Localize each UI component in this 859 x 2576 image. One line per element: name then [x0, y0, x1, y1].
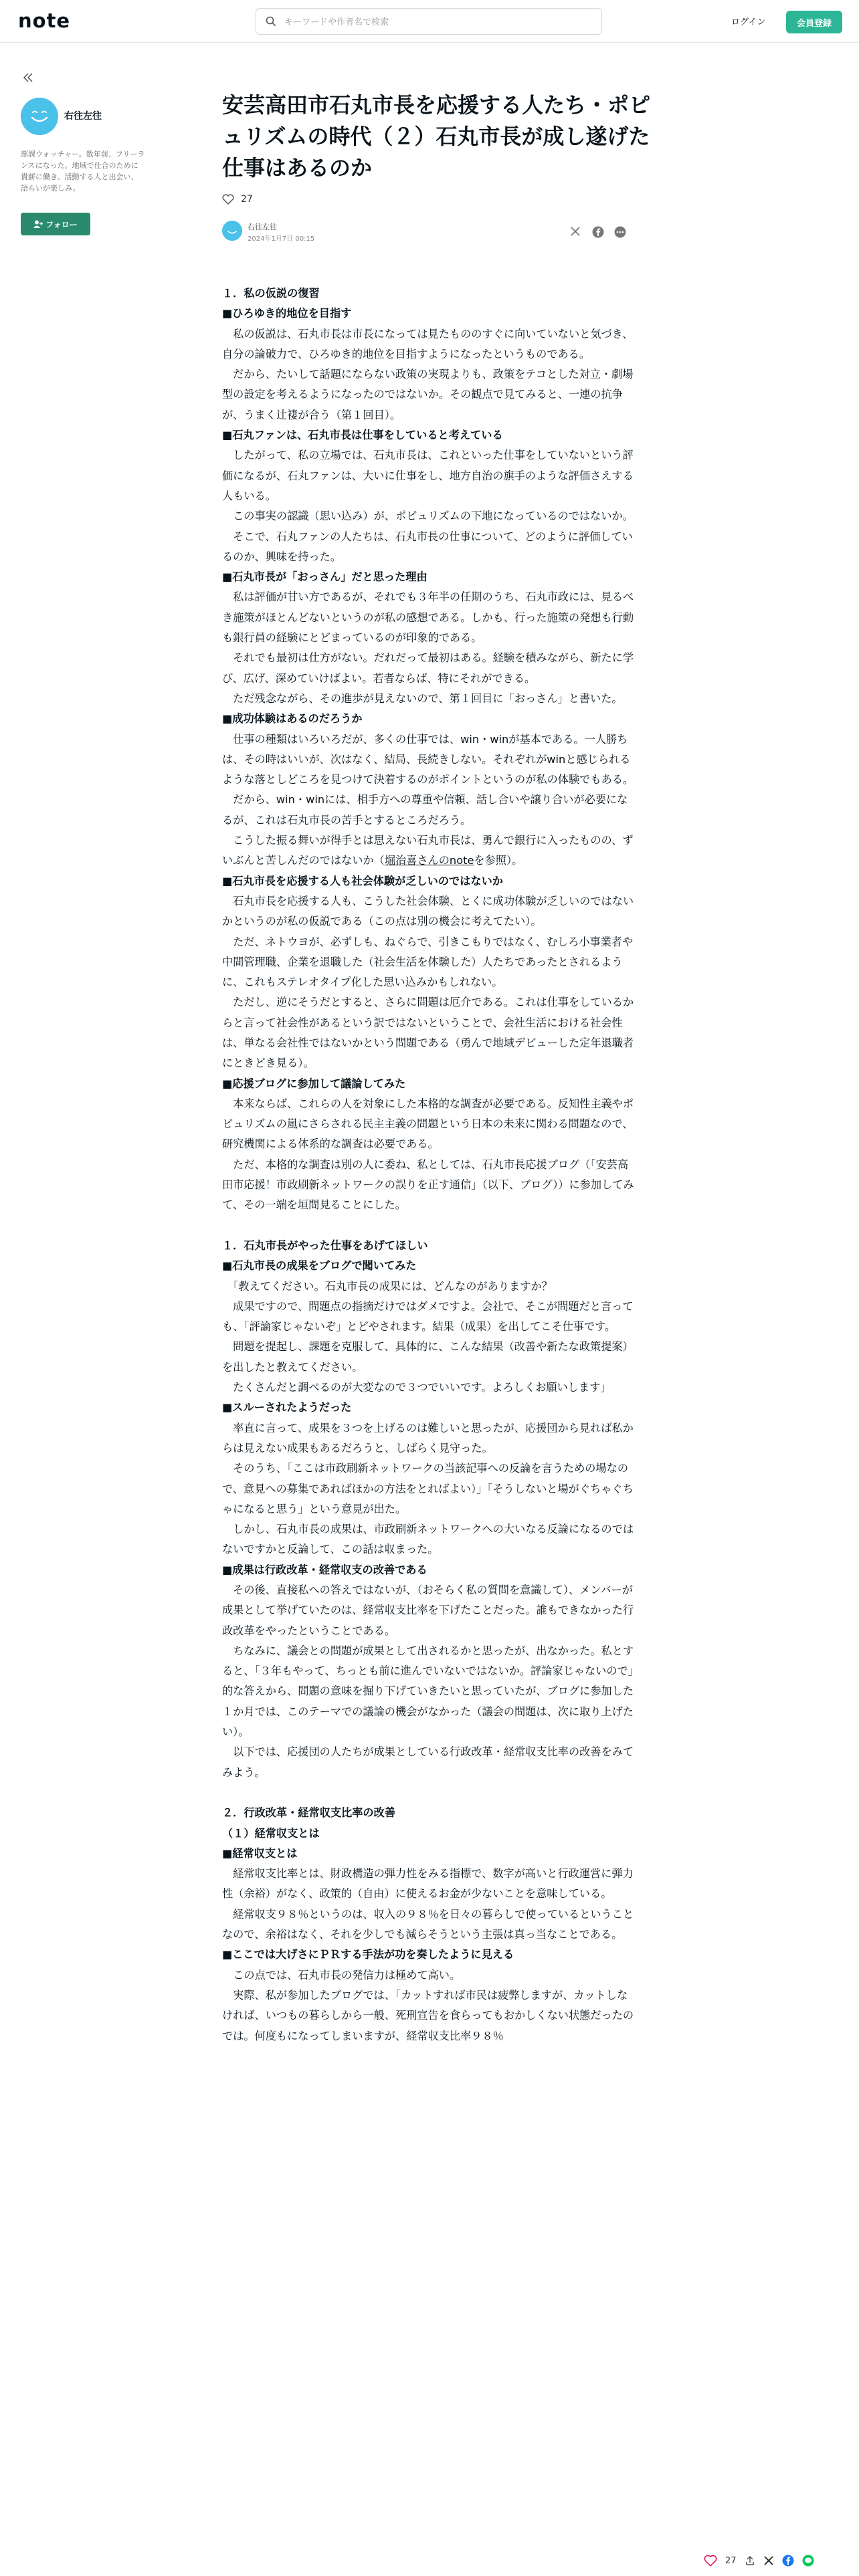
- article-title: 安芸高田市石丸市長を応援する人たち・ポピュリズムの時代（２）石丸市長が成し遂げた仕事はあるのか: [222, 92, 651, 181]
- body-paragraph: 率直に言って、成果を３つを上げるのは難しいと思ったが、応援団から見れば私からは見えない成果もあるだろうと、しばらく見守った。: [222, 1421, 634, 1455]
- follow-label: フォロー: [45, 219, 78, 229]
- bottom-like-count: 27: [725, 2555, 737, 2566]
- login-link[interactable]: ログイン: [731, 17, 766, 27]
- body-paragraph: 本来ならば、これらの人を対象にした本格的な調査が必要である。反知性主義やポピュリズムの嵐にさらされる民主主義の問題という日本の未来に関わる問題なので、研究機関による体系的な調査は必要である。: [222, 1097, 634, 1151]
- like-count: 27: [241, 194, 253, 205]
- body-paragraph: たくさんだと調べるのが大変なので３つでいいです。よろしくお願いします」: [222, 1381, 611, 1394]
- body-paragraph: 問題を提起し、課題を克服して、具体的に、こんな結果（改善や新たな政策提案）を出したと教えてください。: [222, 1340, 634, 1374]
- x-share-icon[interactable]: [570, 226, 581, 239]
- body-paragraph: それでも最初は仕方がない。だれだって最初はある。経験を積みながら、新たに学び、広げ、深めていけばよい。若者ならば、特にそれができる。: [222, 651, 634, 685]
- search-box[interactable]: [256, 8, 602, 35]
- section-heading: （１）経常収支とは: [222, 1826, 320, 1840]
- heart-icon[interactable]: [704, 2555, 717, 2567]
- section-heading: ■ここでは大げさにＰＲする手法が功を奏したように見える: [222, 1948, 514, 1961]
- section-heading: １．私の仮説の復習: [222, 287, 320, 300]
- meta-author-name[interactable]: 右往左往: [248, 223, 277, 231]
- more-share-icon[interactable]: [614, 226, 626, 241]
- body-paragraph: ちなみに、議会との問題が成果として出されるかと思ったが、出なかった。私とすると、「３年もやって、ちっとも前に進んでいないではないか。評論家じゃないので」的な答えから、問題の意味を掘り下げていきたいと思っていたが、ブログに参加した１か月では、このテーマでの議論の機会がなかった（議会の問題は、次に取り上げたい）。: [222, 1644, 634, 1739]
- section-heading: ■石丸市長を応援する人も社会体験が乏しいのではないか: [222, 874, 503, 887]
- search-input[interactable]: [283, 13, 593, 31]
- section-heading: ■石丸ファンは、石丸市長は仕事をしていると考えている: [222, 429, 503, 442]
- section-heading: ■ひろゆき的地位を目指す: [222, 307, 352, 320]
- bottom-action-bar: [704, 2555, 814, 2567]
- signup-button[interactable]: 会員登録: [786, 11, 842, 33]
- line-icon[interactable]: [802, 2555, 814, 2567]
- person-add-icon: [33, 220, 43, 228]
- share-icon[interactable]: [745, 2555, 755, 2566]
- paragraph-text: こうした振る舞いが得手とは思えない石丸市長は、勇んで銀行に入ったものの、ずいぶんと苦しんだのではないか（: [222, 834, 634, 867]
- body-paragraph: 成果ですので、問題点の指摘だけではダメですよ。会社で、そこが問題だと言っても、「評論家じゃないぞ」とどやされます。結果（成果）を出してこそ仕事です。: [222, 1299, 634, 1333]
- section-heading: ２．行政改革・経常収支比率の改善: [222, 1806, 395, 1820]
- meta-author-avatar[interactable]: [222, 221, 242, 241]
- sidebar-author-name[interactable]: 右往左往: [64, 111, 102, 122]
- site-header: [0, 0, 859, 43]
- body-paragraph: 以下では、応援団の人たちが成果としている行政改革・経常収支比率の改善をみてみよう。: [222, 1745, 634, 1779]
- body-paragraph: しかし、石丸市長の成果は、市政刷新ネットワークへの大いなる反論になるのではないですかと反論して、この話は収まった。: [222, 1523, 634, 1556]
- body-paragraph: だから、たいして話題にならない政策の実現よりも、政策をテコとした対立・劇場型の設定を考えるようになったのではないか。その観点で見てみると、一連の抗争が、うまく辻褄が合う（第１回目）。: [222, 368, 634, 421]
- body-paragraph: 「教えてください。石丸市長の成果には、どんなのがありますか？: [222, 1279, 553, 1293]
- body-paragraph: したがって、私の立場では、石丸市長は、これといった仕事をしていないという評価になるが、石丸ファンは、大いに仕事をし、地方自治の旗手のような評価さえする人もいる。: [222, 449, 634, 502]
- facebook-share-icon[interactable]: [592, 226, 604, 241]
- body-paragraph: 私は評価が甘い方であるが、それでも３年半の任期のうち、石丸市政には、見るべき施策がほとんどないというのが私の感想である。しかも、行った施策の発想も行動も銀行員の経験にとどまっているのが印象的である。: [222, 591, 634, 645]
- collapse-sidebar-icon[interactable]: [23, 72, 33, 85]
- inline-link[interactable]: 堀治喜さんのnote: [384, 854, 474, 867]
- body-paragraph: 仕事の種類はいろいろだが、多くの仕事では、win・winが基本である。一人勝ちは、その時はいいが、次はなく、結局、長続きしない。それぞれがwinと感じられるような落としどころを見つけて決着するのがポイントというのが私の体験でもある。: [222, 732, 634, 786]
- section-heading: ■スルーされたようだった: [222, 1401, 352, 1414]
- publish-date: 2024年1月7日 00:15: [248, 235, 315, 243]
- follow-button[interactable]: [21, 213, 90, 235]
- body-paragraph: 私の仮説は、石丸市長は市長になっては見たもののすぐに向いていないと気づき、自分の論破力で、ひろゆき的地位を目指すようになったというものである。: [222, 327, 634, 360]
- body-paragraph: この点では、石丸市長の発信力は極めて高い。: [222, 1968, 461, 1981]
- note-logo[interactable]: note: [18, 9, 71, 32]
- paragraph-spacer: [222, 1783, 637, 1803]
- body-paragraph: この事実の認識（思い込み）が、ポピュリズムの下地になっているのではないか。: [222, 510, 634, 523]
- body-paragraph: ただ、本格的な調査は別の人に委ね、私としては、石丸市長応援ブログ（「安芸高田市応援！市政刷新ネットワークの誤りを正す通信」（以下、ブログ））に参加してみて、その一端を垣間見ることにした。: [222, 1158, 634, 1212]
- article-body: [222, 284, 637, 2046]
- author-avatar[interactable]: [21, 98, 58, 135]
- x-icon[interactable]: [763, 2555, 774, 2566]
- search-icon: [266, 16, 276, 27]
- body-paragraph: ただ残念ながら、その進歩が見えないので、第１回目に「おっさん」と書いた。: [222, 691, 623, 705]
- body-paragraph: 経常収支９８％というのは、収入の９８％を日々の暮らしで使っているということなので、余裕はなく、それを少しでも減らそうという主張は真っ当なことである。: [222, 1907, 634, 1941]
- body-paragraph: そこで、石丸ファンの人たちは、石丸市長の仕事について、どのように評価しているのか、興味を持った。: [222, 530, 633, 563]
- body-paragraph: ただ、ネトウヨが、必ずしも、ねぐらで、引きこもりではなく、むしろ小事業者や中間管理職、企業を退職した（社会生活を体験した）人たちであったとされるように、これもステレオタイプ化した思い込みかもしれない。: [222, 935, 634, 989]
- like-area: [222, 194, 253, 205]
- paragraph-spacer: [222, 1216, 637, 1236]
- section-heading: １．石丸市長がやった仕事をあげてほしい: [222, 1239, 428, 1252]
- section-heading: ■成功体験はあるのだろうか: [222, 712, 363, 726]
- body-paragraph: その後、直接私への答えではないが、（おそらく私の質問を意識して）、メンバーが成果として挙げていたのは、経常収支比率を下げたことだった。誰もできなかった行政改革をやったということである。: [222, 1584, 634, 1637]
- body-paragraph: 実際、私が参加したブログでは、「カットすれば市民は疲弊しますが、カットしなければ、いつもの暮らしから一般、死刑宣告を食らってもおかしくない状態だったのでは。何度もになってしまいますが、経常収支比率９８％: [222, 1988, 634, 2042]
- section-heading: ■石丸市長が「おっさん」だと思った理由: [222, 570, 427, 584]
- body-paragraph: そのうち、「ここは市政刷新ネットワークの当該記事への反論を言うための場なので、意見への募集であればほかの方法をとればよい）」「そうしないと場がぐちゃぐちゃになると思う」という意見が出た。: [222, 1462, 634, 1515]
- section-heading: ■応援ブログに参加して議論してみた: [222, 1077, 406, 1090]
- section-heading: ■石丸市長の成果をブログで聞いてみた: [222, 1259, 417, 1273]
- paragraph-text: を参照）。: [474, 854, 523, 867]
- body-paragraph: 石丸市長を応援する人も、こうした社会体験、とくに成功体験が乏しいのではないかというのが私の仮説である（この点は別の機会に考えてたい）。: [222, 894, 634, 928]
- section-heading: ■成果は行政改革・経常収支の改善である: [222, 1563, 427, 1576]
- body-paragraph: [222, 831, 637, 871]
- body-paragraph: ただし、逆にそうだとすると、さらに問題は厄介である。これは仕事をしているからと言って社会性があるという訳ではないということで、会社生活における社会性は、単なる会社性ではないかという問題である（勇んで地域デビューした定年退職者にときどき見る）。: [222, 996, 634, 1070]
- body-paragraph: 経常収支比率とは、財政構造の弾力性をみる指標で、数字が高いと行政運営に弾力性（余裕）がなく、政策的（自由）に使えるお金が少ないことを意味している。: [222, 1867, 634, 1901]
- facebook-icon[interactable]: [782, 2555, 794, 2567]
- author-bio: 部課ウォッチャー。数年前、フリーランスになった。地域で仕合のために貴薪に働き、活動する人と出会い、語らいが楽しみ。: [21, 150, 145, 193]
- section-heading: ■経常収支とは: [222, 1846, 298, 1860]
- body-paragraph: だから、win・winには、相手方への尊重や信頼、話し合いや譲り合いが必要になるが、これは石丸市長の苦手とするところだろう。: [222, 793, 628, 827]
- heart-icon[interactable]: [222, 194, 234, 205]
